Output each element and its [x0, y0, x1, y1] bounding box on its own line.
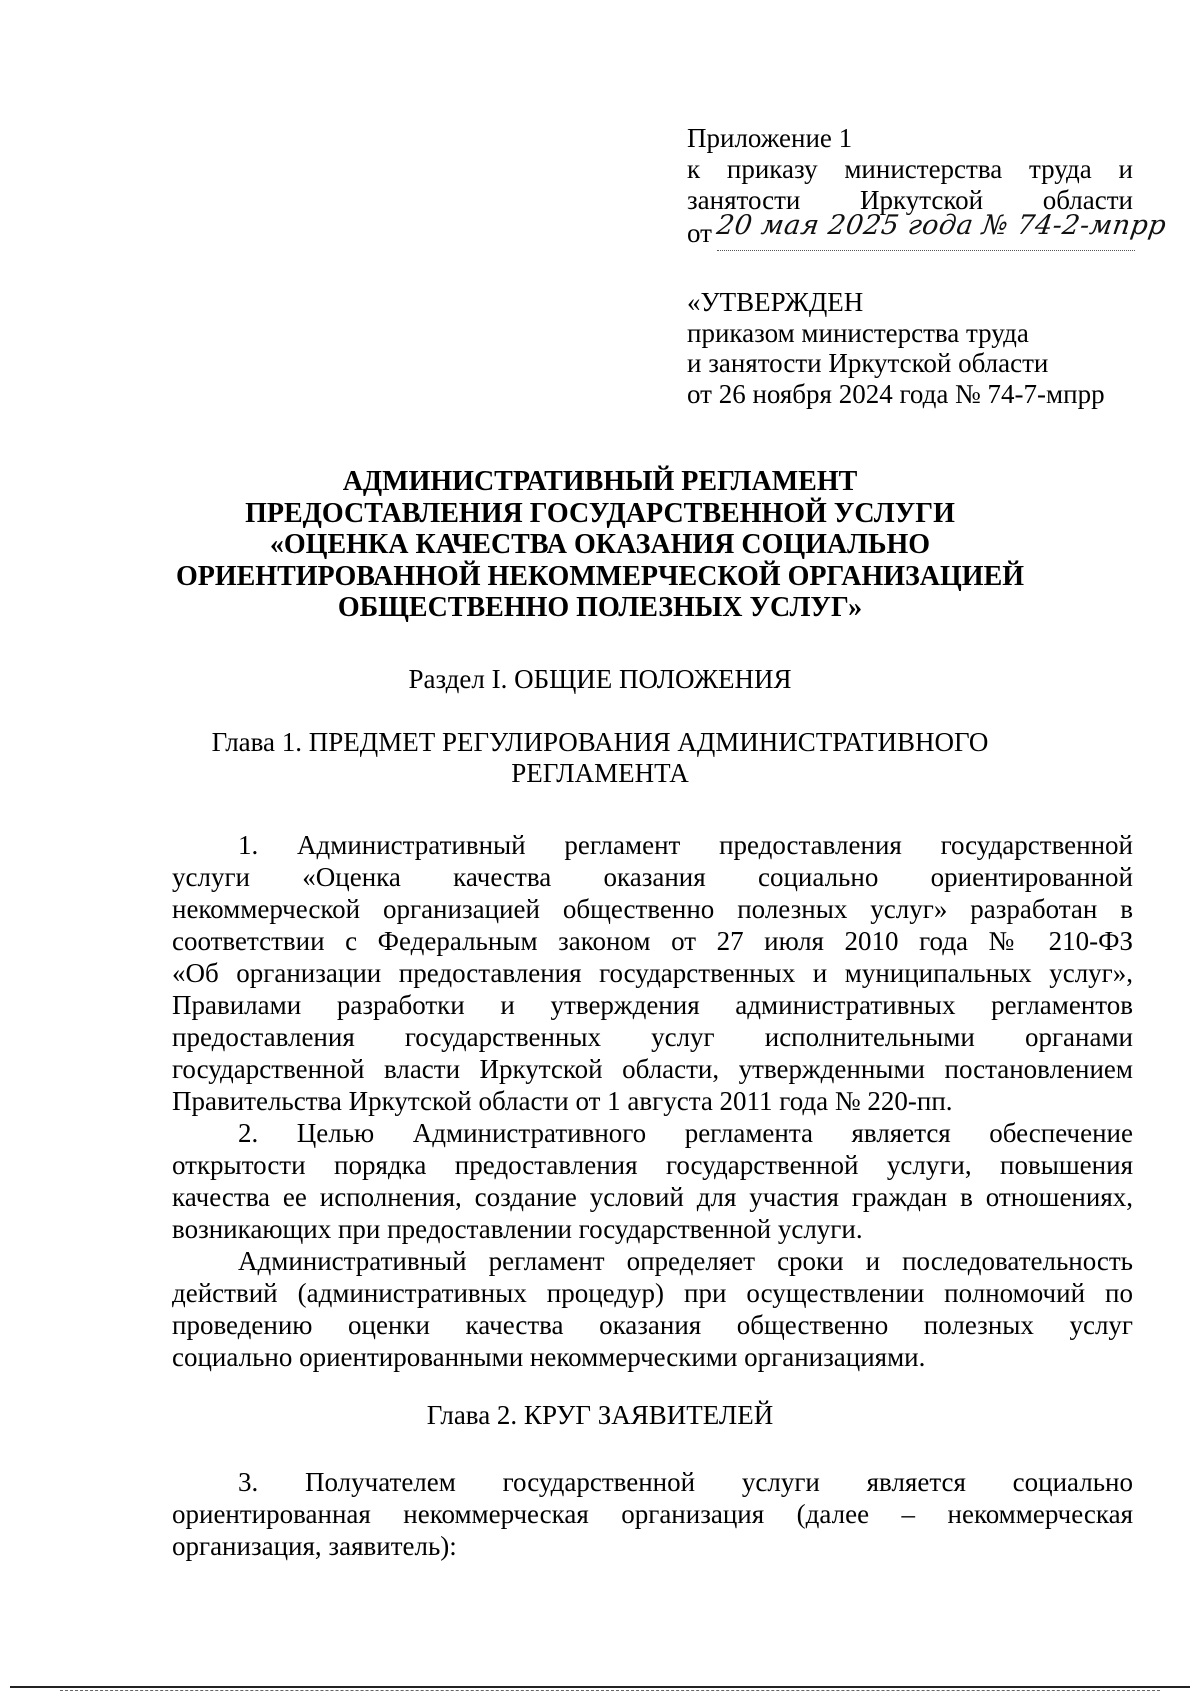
- paragraph-line: «Об организации предоставления государственных и муниципальных услуг»,: [172, 958, 1133, 988]
- chapter-heading-line: Глава 1. ПРЕДМЕТ РЕГУЛИРОВАНИЯ АДМИНИСТРАТИВНОГО: [211, 727, 989, 757]
- appendix-line: Приложение 1: [687, 123, 853, 153]
- paragraph-line: Правительства Иркутской области от 1 августа 2011 года № 220-пп.: [172, 1086, 953, 1116]
- title-line: ПРЕДОСТАВЛЕНИЯ ГОСУДАРСТВЕННОЙ УСЛУГИ: [245, 497, 955, 529]
- approval-line: и занятости Иркутской области: [687, 348, 1049, 378]
- appendix-line: к приказу министерства труда и: [687, 154, 1133, 184]
- paragraph-line: Административный регламент определяет сроки и последовательность: [238, 1246, 1133, 1276]
- paragraph-line: Правилами разработки и утверждения административных регламентов: [172, 990, 1133, 1020]
- paragraph-line: 3. Получателем государственной услуги является социально: [238, 1467, 1133, 1497]
- paragraph-line: ориентированная некоммерческая организация (далее – некоммерческая: [172, 1499, 1133, 1529]
- order-date-prefix: от: [687, 218, 712, 248]
- title-line: «ОЦЕНКА КАЧЕСТВА ОКАЗАНИЯ СОЦИАЛЬНО: [269, 529, 931, 560]
- paragraph-line: государственной власти Иркутской области, утвержденными постановлением: [172, 1054, 1133, 1084]
- order-date-line: [687, 210, 1169, 256]
- title-line: ОРИЕНТИРОВАННОЙ НЕКОММЕРЧЕСКОЙ ОРГАНИЗАЦИЕЙ: [175, 560, 1025, 592]
- page-edge-divider: [60, 1690, 1160, 1691]
- paragraph-line: соответствии с Федеральным законом от 27 июля 2010 года № 210-ФЗ: [172, 926, 1133, 956]
- appendix-block: [687, 123, 1169, 256]
- paragraph-line: возникающих при предоставлении государственной услуги.: [172, 1214, 863, 1244]
- approval-block: [687, 287, 1133, 409]
- document-title: [150, 466, 1050, 624]
- chapter-heading: [150, 727, 1050, 789]
- chapter-heading: [150, 1400, 1050, 1431]
- body-text: [172, 829, 1133, 1373]
- section-heading-text: Раздел I. ОБЩИЕ ПОЛОЖЕНИЯ: [408, 664, 792, 694]
- paragraph-line: открытости порядка предоставления государственной услуги, повышения: [172, 1150, 1133, 1180]
- underline-divider: [717, 250, 1135, 251]
- section-heading: [150, 664, 1050, 695]
- chapter-heading-text: Глава 2. КРУГ ЗАЯВИТЕЛЕЙ: [426, 1400, 774, 1430]
- paragraph-line: качества ее исполнения, создание условий для участия граждан в отношениях,: [172, 1182, 1133, 1212]
- title-line: ОБЩЕСТВЕННО ПОЛЕЗНЫХ УСЛУГ»: [337, 592, 863, 623]
- approval-line: от 26 ноября 2024 года № 74-7-мпрр: [687, 378, 1105, 409]
- appendix-line: занятости Иркутской области: [687, 185, 1133, 215]
- paragraph-line: социально ориентированными некоммерческими организациями.: [172, 1342, 926, 1372]
- paragraph-line: проведению оценки качества оказания общественно полезных услуг: [172, 1310, 1133, 1340]
- paragraph-line: действий (административных процедур) при осуществлении полномочий по: [172, 1278, 1133, 1308]
- title-line: АДМИНИСТРАТИВНЫЙ РЕГЛАМЕНТ: [342, 466, 858, 497]
- paragraph-line: организация, заявитель):: [172, 1531, 457, 1561]
- approval-line: приказом министерства труда: [687, 317, 1029, 348]
- paragraph-line: услуги «Оценка качества оказания социально ориентированной: [172, 862, 1133, 892]
- page-edge-divider: [10, 1686, 1190, 1688]
- handwritten-order-number: 20 мая 2025 года № 74-2-мпрр: [714, 210, 1169, 241]
- chapter-heading-line: РЕГЛАМЕНТА: [511, 758, 689, 788]
- paragraph-line: некоммерческой организацией общественно полезных услуг» разработан в: [172, 894, 1133, 924]
- body-text: [172, 1466, 1133, 1562]
- paragraph-line: 2. Целью Административного регламента является обеспечение: [238, 1118, 1133, 1148]
- paragraph-line: предоставления государственных услуг исполнительными органами: [172, 1022, 1133, 1052]
- paragraph-line: 1. Административный регламент предоставления государственной: [238, 830, 1133, 860]
- approval-line: «УТВЕРЖДЕН: [687, 287, 864, 317]
